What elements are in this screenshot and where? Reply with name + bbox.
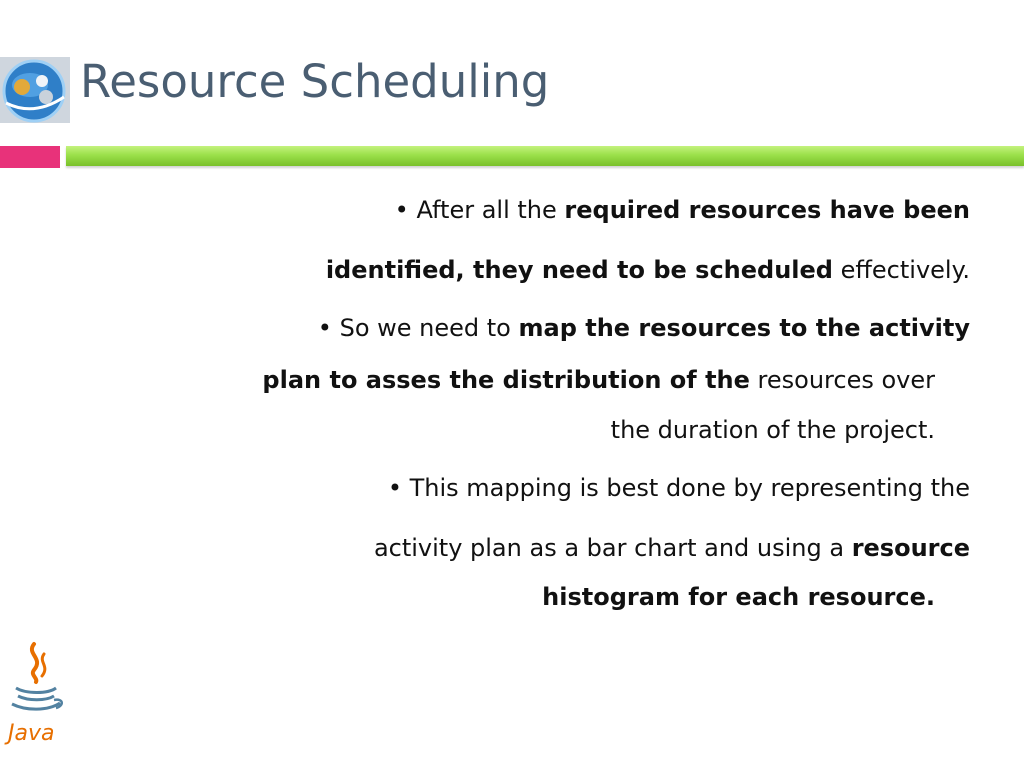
bullet-marker: • (387, 474, 402, 502)
slide-title: Resource Scheduling (80, 55, 550, 108)
java-logo-text: Java (8, 721, 55, 746)
bullet-text: So we need to (339, 314, 519, 342)
bullet-3-line-2 (374, 534, 970, 562)
bullet-1-line-1 (395, 196, 970, 224)
bullet-bold-text: plan to asses the distribution of the (262, 366, 750, 394)
bullet-3-line-1 (388, 474, 970, 502)
bullet-2-line-1 (318, 314, 970, 342)
java-coffee-icon (4, 640, 68, 748)
java-logo (4, 640, 68, 748)
bullet-marker: • (317, 314, 332, 342)
bullet-bold-text: histogram for each resource. (542, 583, 935, 611)
bullet-bold-text: identified, they need to be scheduled (325, 256, 833, 284)
accent-bar-pink (0, 146, 60, 168)
bullet-text: After all the (416, 196, 565, 224)
bullet-2-line-3 (611, 416, 935, 444)
bullet-bold-text: required resources have been (564, 196, 970, 224)
slide-content (60, 0, 970, 768)
bullet-2-line-2 (262, 366, 935, 394)
bullet-text: activity plan as a bar chart and using a (373, 534, 852, 562)
bullet-bold-text: resource (851, 534, 970, 562)
bullet-1-line-2 (326, 256, 970, 284)
bullet-marker: • (394, 196, 409, 224)
bullet-text: the duration of the project. (610, 416, 935, 444)
bullet-text: This mapping is best done by representing the (409, 474, 970, 502)
bullet-text: resources over (749, 366, 935, 394)
bullet-3-line-3 (542, 583, 935, 611)
bullet-text: effectively. (832, 256, 970, 284)
bullet-bold-text: map the resources to the activity (518, 314, 970, 342)
